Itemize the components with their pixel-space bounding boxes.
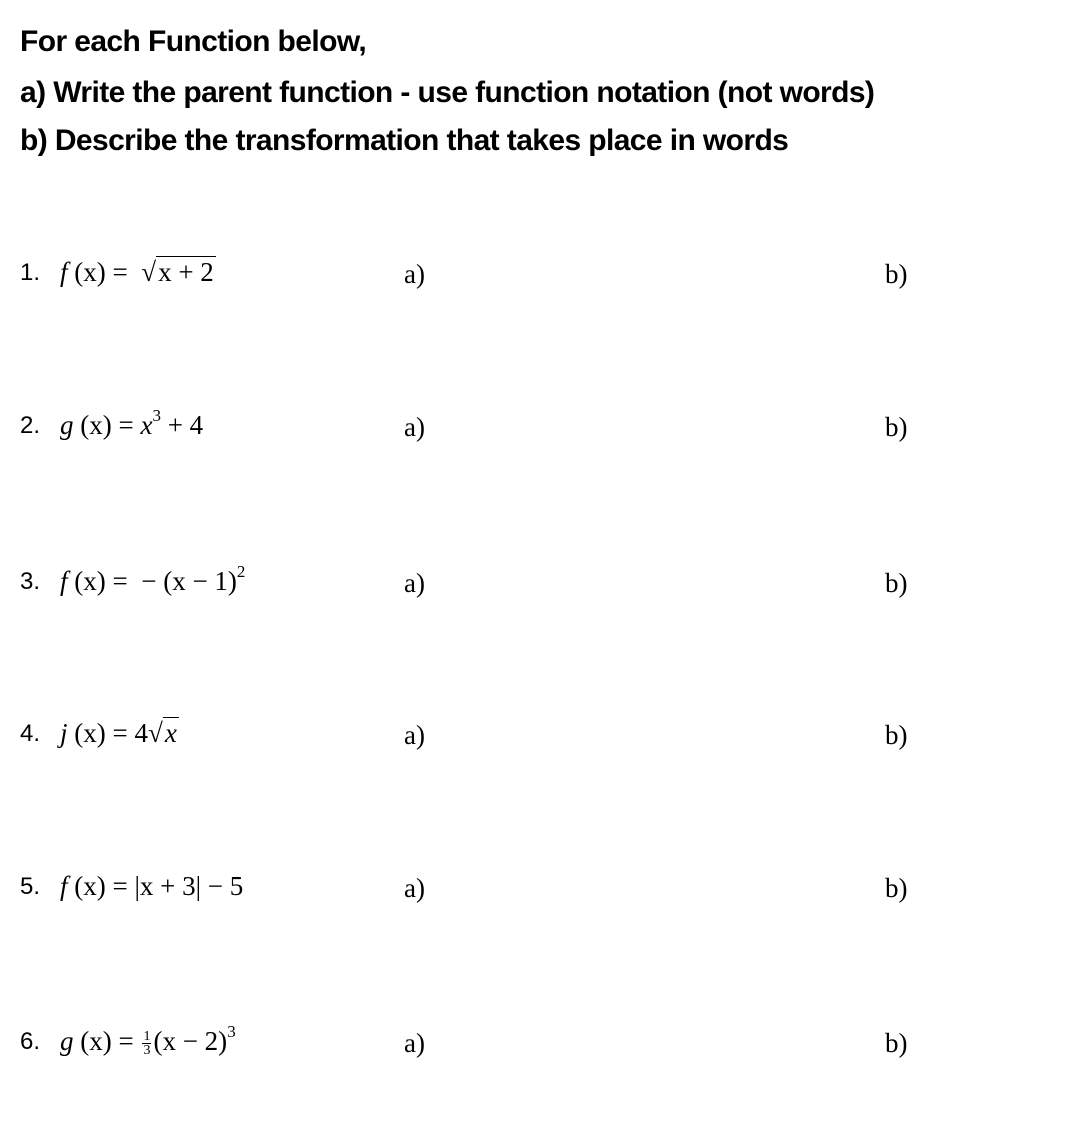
rest: + 4: [167, 410, 204, 440]
problem-2-equation: [60, 406, 204, 441]
equals-sign: =: [112, 257, 128, 287]
fraction: [142, 1030, 151, 1057]
exponent: 3: [152, 406, 161, 425]
problem-3-equation: [60, 562, 246, 597]
rest: − 5: [207, 871, 244, 901]
problem-number: 1.: [20, 259, 41, 286]
problem-number: 6.: [20, 1028, 41, 1055]
equals-sign: =: [112, 718, 128, 748]
instructions-line-2: a) Write the parent function - use function notation (not words): [20, 76, 875, 109]
problem-5-equation: [60, 870, 243, 902]
fraction-numerator: 1: [143, 1029, 151, 1045]
answer-b-label: b): [885, 873, 908, 903]
function-name: g: [60, 1026, 74, 1056]
function-arg: (x): [74, 257, 106, 287]
function-arg: (x): [74, 566, 106, 596]
answer-a-label: a): [404, 412, 425, 442]
problem-6-equation: [60, 1022, 236, 1059]
answer-b-label: b): [885, 568, 908, 598]
equals-sign: =: [112, 871, 128, 901]
equals-sign: =: [118, 1026, 134, 1056]
function-name: j: [60, 718, 68, 748]
instructions-line-1: For each Function below,: [20, 25, 367, 58]
answer-a-label: a): [404, 720, 425, 750]
absolute-value: |x + 3|: [134, 871, 202, 901]
answer-a-label: a): [404, 1028, 425, 1058]
function-arg: (x): [80, 1026, 112, 1056]
radicand: x: [164, 718, 177, 748]
radicand: x + 2: [158, 257, 214, 287]
answer-a-label: a): [404, 568, 425, 598]
answer-b-label: b): [885, 259, 908, 289]
answer-a-label: a): [404, 873, 425, 903]
equals-sign: =: [118, 410, 134, 440]
square-root: √x + 2: [141, 257, 214, 287]
function-name: f: [60, 257, 68, 287]
function-arg: (x): [74, 718, 106, 748]
problem-number: 5.: [20, 873, 41, 900]
body: (x − 2): [153, 1026, 228, 1056]
body: − (x − 1): [141, 566, 237, 596]
function-arg: (x): [80, 410, 112, 440]
answer-a-label: a): [404, 259, 425, 289]
instructions-line-3: b) Describe the transformation that takes place in words: [20, 124, 789, 157]
answer-b-label: b): [885, 1028, 908, 1058]
exponent: 3: [227, 1022, 236, 1041]
answer-b-label: b): [885, 720, 908, 750]
problem-1-equation: [60, 256, 216, 288]
function-name: g: [60, 410, 74, 440]
coefficient: 4: [134, 718, 148, 748]
exponent: 2: [236, 562, 246, 581]
problem-number: 2.: [20, 412, 41, 439]
function-arg: (x): [74, 871, 106, 901]
answer-b-label: b): [885, 412, 908, 442]
function-name: f: [60, 871, 68, 901]
problem-4-equation: [60, 717, 179, 749]
function-name: f: [60, 566, 68, 596]
square-root: √x: [147, 718, 177, 748]
base: x: [140, 410, 153, 440]
fraction-denominator: 3: [143, 1043, 151, 1059]
problem-number: 3.: [20, 568, 41, 595]
equals-sign: =: [112, 566, 128, 596]
problem-number: 4.: [20, 720, 41, 747]
